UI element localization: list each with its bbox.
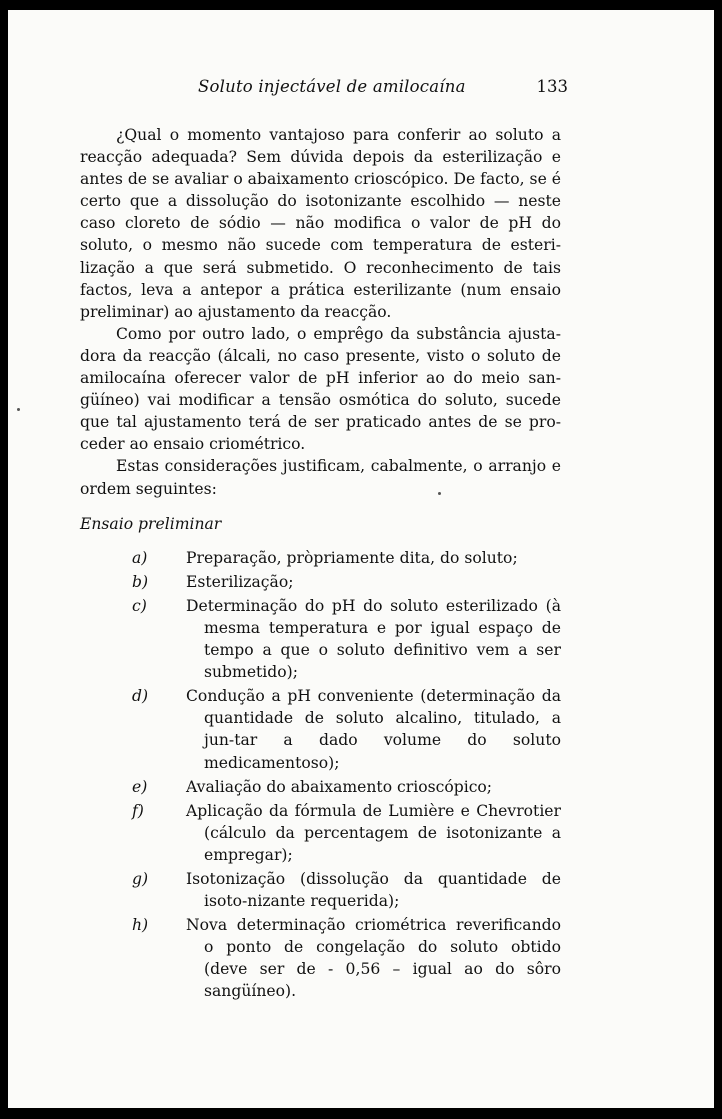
section-heading: Ensaio preliminar: [80, 514, 222, 533]
step-text: Isotonização (dissolução da quantidade de isoto-nizante requerida);: [186, 870, 561, 911]
procedure-step: [80, 685, 561, 773]
step-text: Aplicação da fórmula de Lumière e Chevrotier (cálculo da percentagem de isotonizante a empregar);: [186, 801, 561, 864]
step-text: Preparação, pròpriamente dita, do soluto;: [186, 548, 518, 567]
procedure-step: [80, 595, 561, 683]
page-header: [80, 77, 568, 103]
procedure-step: [80, 571, 561, 593]
step-text: Esterilização;: [186, 572, 294, 591]
step-text: Nova determinação criométrica reverificando o ponto de congelação do soluto obtido (deve ser de - 0,56 – igual ao do sôro sangüíneo).: [186, 916, 561, 1001]
step-letter: g): [132, 870, 149, 888]
step-letter: c): [132, 596, 147, 615]
step-text: Determinação do pH do soluto esterilizado (à mesma temperatura e por igual espaço de tempo a que o soluto definitivo vem a ser submetido);: [186, 596, 561, 682]
procedure-step: [80, 800, 561, 866]
step-letter: a): [132, 548, 148, 567]
step-letter: d): [132, 687, 149, 706]
body-text: [80, 124, 561, 1005]
step-text: Avaliação do abaixamento crioscópico;: [186, 777, 493, 796]
paragraph-alkali-adjustment: Como por outro lado, o emprêgo da substância ajusta-dora da reacção (álcali, no caso presente, visto o soluto de amilocaína oferecer valor de pH inferior ao do meio san-güíneo) vai modificar a tensão osmótica do soluto, sucede que tal ajustamento terá de ser praticado antes de se pro-ceder ao ensaio criométrico.: [80, 324, 561, 454]
step-letter: b): [132, 572, 149, 591]
step-text: Condução a pH conveniente (determinação da quantidade de soluto alcalino, titulado, a jun-tar a dado volume do soluto medicamentoso);: [186, 687, 561, 772]
book-page: [8, 10, 714, 1108]
step-letter: h): [132, 916, 149, 935]
paragraph-order-intro: Estas considerações justificam, cabalmente, o arranjo e ordem seguintes:: [80, 457, 561, 498]
paper-speck: [438, 492, 441, 495]
step-letter: e): [132, 777, 148, 796]
paper-speck: [17, 408, 20, 411]
procedure-step: [80, 868, 561, 912]
procedure-steps-list: [80, 547, 561, 1003]
running-title: Soluto injectável de amilocaína: [198, 77, 466, 96]
paragraph-reaction-timing: ¿Qual o momento vantajoso para conferir ao soluto a reacção adequada? Sem dúvida depois da esterilização e antes de se avaliar o abaixamento crioscópico. De facto, se é certo que a dissolução do isotonizante escolhido — neste caso cloreto de sódio — não modifica o valor de pH do soluto, o mesmo não sucede com temperatura de esteri-lização a que será submetido. O reconhecimento de tais factos, leva a antepor a prática esterilizante (num ensaio preliminar) ao ajustamento da reacção.: [80, 126, 561, 321]
page-number: 133: [536, 77, 568, 96]
procedure-step: [80, 776, 561, 798]
procedure-step: [80, 914, 561, 1002]
step-letter: f): [132, 801, 144, 820]
procedure-step: [80, 547, 561, 569]
